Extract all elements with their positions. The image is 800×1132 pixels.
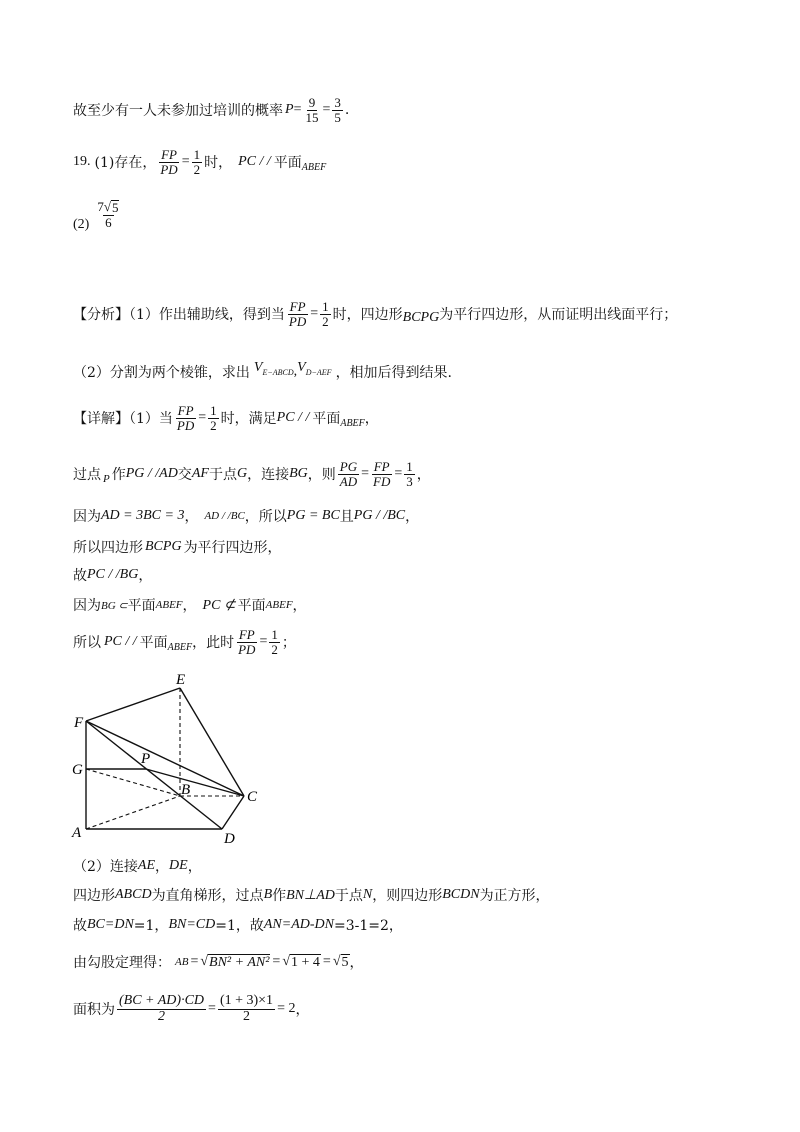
comma: ， <box>349 955 364 971</box>
radicand: 5 <box>111 200 119 215</box>
numerator: PG <box>339 459 358 474</box>
volume-v2-sub: D−AEF <box>305 367 332 377</box>
text: 因为 <box>73 509 101 525</box>
sqrt-bn-an: √ BN² + AN² <box>200 953 270 970</box>
equals: = <box>322 102 331 118</box>
detail-line-1 <box>73 404 379 432</box>
quad-bcpg: BCPG <box>145 539 182 554</box>
fraction-1-3 <box>404 460 415 488</box>
equals: = <box>208 1001 216 1017</box>
numerator: 1 <box>322 299 329 314</box>
text: 作 <box>111 467 126 484</box>
equals: = <box>198 410 207 426</box>
denominator: 3 <box>406 473 413 489</box>
text: 于点 <box>208 467 237 484</box>
plane-text: 平面 <box>312 411 341 428</box>
point-g: G <box>236 466 248 482</box>
fraction-pg-ad <box>338 460 359 488</box>
result: = 2 <box>277 1001 296 1017</box>
segment-ab: AB <box>175 956 189 968</box>
text: （2）连接 <box>73 859 138 875</box>
numerator: FP <box>373 459 390 474</box>
analysis-text: （2）分割为两个棱锥，求出 <box>73 365 250 381</box>
numerator: 1 <box>193 147 201 162</box>
text: 故 <box>73 918 87 934</box>
denominator: PD <box>238 641 256 657</box>
math-ad-parallel-bc: AD / /BC <box>204 510 245 522</box>
denominator: 2 <box>158 1008 166 1024</box>
part-label: (2) <box>73 216 90 232</box>
edge-gb <box>86 769 180 796</box>
detail-line-12 <box>73 994 309 1024</box>
detail-line-9 <box>73 885 550 905</box>
denominator: 2 <box>271 641 278 657</box>
denominator: 2 <box>243 1008 250 1024</box>
point-n: N <box>362 887 373 902</box>
denominator: FD <box>373 473 391 489</box>
text: 时， <box>204 155 233 172</box>
denominator: 2 <box>193 161 201 177</box>
text: =1， <box>133 918 169 934</box>
volume-v1: V <box>253 360 263 375</box>
sqrt-5: √ 5 <box>332 953 349 970</box>
equals: = <box>190 954 199 969</box>
probability-text: 故至少有一人未参加过培训的概率 <box>73 103 283 120</box>
text: =3-1=2， <box>333 918 403 934</box>
denominator: PD <box>176 417 195 433</box>
math-pc-parallel: PC / / <box>104 634 137 650</box>
label-g: G <box>72 762 83 778</box>
math-ad-eq: AD = 3BC = 3 <box>101 508 185 523</box>
text: 四边形 <box>73 888 115 904</box>
text: 过点 <box>73 467 101 484</box>
text: ，连接 <box>247 467 290 484</box>
detail-line-11 <box>73 952 364 972</box>
numerator: FP <box>238 627 255 642</box>
fraction-fp-pd <box>236 628 257 656</box>
text: ，则四边形 <box>372 888 443 904</box>
numerator: FP <box>161 147 177 162</box>
comma: ， <box>405 509 420 525</box>
text: 时，满足 <box>220 411 277 428</box>
text: ，所以 <box>244 509 287 525</box>
text: 时，四边形 <box>332 307 403 324</box>
comma: ， <box>292 598 307 614</box>
comma: , <box>293 364 298 379</box>
equals: = <box>272 954 281 969</box>
sqrt: √ 5 <box>103 199 119 215</box>
label-a: A <box>72 825 82 841</box>
text: ，此时 <box>192 635 235 652</box>
math-pc-parallel: PC / / <box>238 154 271 170</box>
numerator: FP <box>289 299 306 314</box>
text: 为平行四边形，从而证明出线面平行； <box>439 307 678 324</box>
math-pg-parallel-ad: PG / /AD <box>125 466 178 482</box>
detail-line-6 <box>73 595 307 615</box>
point-b: B <box>263 887 273 902</box>
math-pg-eq-bc: PG = BC <box>286 508 340 523</box>
denominator: 2 <box>210 417 217 433</box>
numerator: 9 <box>308 95 316 110</box>
plane-text: 平面 <box>273 155 302 172</box>
text: 为直角梯形，过点 <box>151 888 264 904</box>
plane-text: 平面 <box>127 598 156 614</box>
fraction-fp-pd <box>287 300 308 328</box>
text: 为平行四边形， <box>183 540 282 556</box>
math-pc-not-subset: PC ⊄ <box>202 597 236 613</box>
quad-abcd: ABCD <box>115 887 152 902</box>
fraction-1-2 <box>269 628 280 656</box>
equals: = <box>361 466 369 482</box>
radicand: 5 <box>341 954 349 970</box>
numerator: 1 <box>271 627 278 642</box>
detail-line-5 <box>73 565 152 585</box>
sqrt-1-4: √ 1 + 4 <box>282 953 320 970</box>
numerator: 3 <box>334 95 341 110</box>
text: ，则 <box>307 467 336 484</box>
equals: = <box>181 154 190 170</box>
text: =1，故 <box>215 918 264 934</box>
segment-ae: AE <box>137 858 156 873</box>
math-bn-perp-ad: BN⊥AD <box>286 887 335 903</box>
comma: ， <box>364 411 379 428</box>
var-p: P <box>285 102 294 118</box>
equals: = <box>310 306 319 322</box>
comma: ， <box>182 598 197 614</box>
geometry-figure <box>68 668 268 850</box>
fraction-1-2 <box>192 148 203 176</box>
fraction-area-formula <box>117 994 206 1024</box>
math-pc-parallel-bg: PC / /BG <box>87 567 139 582</box>
detail-text: 【详解】（1）当 <box>73 411 173 428</box>
numerator <box>95 200 121 215</box>
text: 且 <box>339 509 354 525</box>
denominator: AD <box>339 473 358 489</box>
label-d: D <box>224 831 235 847</box>
fraction-fp-pd <box>158 148 179 176</box>
plane-abef: ABEF <box>340 417 365 429</box>
label-e: E <box>176 672 186 688</box>
plane-abef: ABEF <box>265 599 293 611</box>
math-bc-dn: BC=DN <box>87 917 134 932</box>
plane-abef: ABEF <box>155 599 183 611</box>
math-pg-parallel-bc: PG / /BC <box>353 508 406 523</box>
detail-line-3 <box>73 506 419 526</box>
analysis-text: 【分析】（1）作出辅助线，得到当 <box>73 307 285 324</box>
equals: = <box>394 466 403 482</box>
label-b: B <box>181 782 191 798</box>
plane-abef: ABEF <box>167 641 193 653</box>
edge-ec <box>180 688 244 796</box>
numerator: 1 <box>406 459 413 474</box>
period: . <box>344 102 350 119</box>
semicolon: ； <box>281 635 296 652</box>
point-p: P <box>103 473 110 486</box>
text: 面积为 <box>73 1002 115 1019</box>
edge-fc <box>86 721 244 796</box>
fraction-fp-fd <box>371 460 392 488</box>
analysis-line-2 <box>73 362 452 382</box>
comma: ， <box>416 467 431 484</box>
quad-bcdn: BCDN <box>442 887 480 902</box>
segment-af: AF <box>191 466 209 482</box>
text: ，相加后得到结果. <box>335 365 453 381</box>
text: 作 <box>272 888 287 904</box>
plane-abef: ABEF <box>301 161 327 173</box>
volume-v1-sub: E−ABCD <box>262 367 294 377</box>
probability-line <box>73 96 349 124</box>
analysis-line-1 <box>73 300 677 328</box>
fraction-3-5 <box>332 96 343 124</box>
comma: ， <box>184 509 199 525</box>
radicand: 1 + 4 <box>291 954 320 970</box>
question-number: 19. <box>73 154 91 170</box>
denominator: 5 <box>334 109 341 125</box>
fraction-9-15 <box>303 96 320 124</box>
detail-line-2 <box>73 460 431 488</box>
math-an: AN=AD-DN <box>263 917 334 932</box>
comma: ， <box>155 859 170 875</box>
radicand: BN² + AN² <box>209 954 270 970</box>
text: 故 <box>73 568 87 584</box>
text: 所以四边形 <box>73 540 143 556</box>
comma: ， <box>187 859 202 875</box>
fraction-1-2 <box>208 404 219 432</box>
text: 所以 <box>73 635 101 652</box>
equals: = <box>259 634 268 650</box>
segment-de: DE <box>169 858 188 873</box>
denominator: PD <box>288 313 307 329</box>
label-f: F <box>74 715 84 731</box>
text: 因为 <box>73 598 101 614</box>
label-c: C <box>247 789 258 805</box>
equals: = <box>322 954 331 969</box>
plane-text: 平面 <box>139 635 168 652</box>
text: 于点 <box>334 888 363 904</box>
plane-text: 平面 <box>237 598 266 614</box>
comma: ， <box>138 568 153 584</box>
segment-bg: BG <box>289 466 308 482</box>
text: 由勾股定理得： <box>73 955 171 971</box>
numerator: FP <box>177 403 194 418</box>
math-bg-subset: BG ⊂ <box>101 599 128 612</box>
detail-line-4 <box>73 537 282 557</box>
equals: = <box>293 102 302 118</box>
coefficient: 7 <box>97 199 104 214</box>
detail-line-7 <box>73 628 296 656</box>
denominator: 15 <box>305 109 319 125</box>
edge-fe <box>86 688 180 721</box>
detail-line-10 <box>73 915 403 935</box>
fraction-area-value <box>218 994 275 1024</box>
numerator: 1 <box>210 403 217 418</box>
detail-line-8 <box>73 856 202 876</box>
text: 交 <box>177 467 192 484</box>
answer-19-part2 <box>73 199 123 232</box>
math-pc-parallel: PC / / <box>276 410 310 426</box>
fraction-fp-pd <box>175 404 196 432</box>
answer-19-part1 <box>73 148 326 176</box>
edge-ab <box>86 796 180 829</box>
denominator: 6 <box>105 214 112 230</box>
quad-bcpg: BCPG <box>402 310 440 326</box>
answer-text: (1)存在， <box>94 155 157 172</box>
volume-v2: V <box>297 360 306 375</box>
comma: ， <box>295 1002 310 1019</box>
fraction-7sqrt5-6 <box>95 200 121 229</box>
denominator: PD <box>160 161 178 177</box>
fraction-1-2 <box>320 300 331 328</box>
math-bn-cd: BN=CD <box>168 917 216 932</box>
denominator: 2 <box>322 313 329 329</box>
text: 为正方形， <box>479 888 550 904</box>
edge-dc <box>222 796 244 829</box>
numerator: (BC + AD)·CD <box>119 993 205 1008</box>
numerator: (1 + 3)×1 <box>219 993 274 1008</box>
label-p: P <box>141 751 151 767</box>
